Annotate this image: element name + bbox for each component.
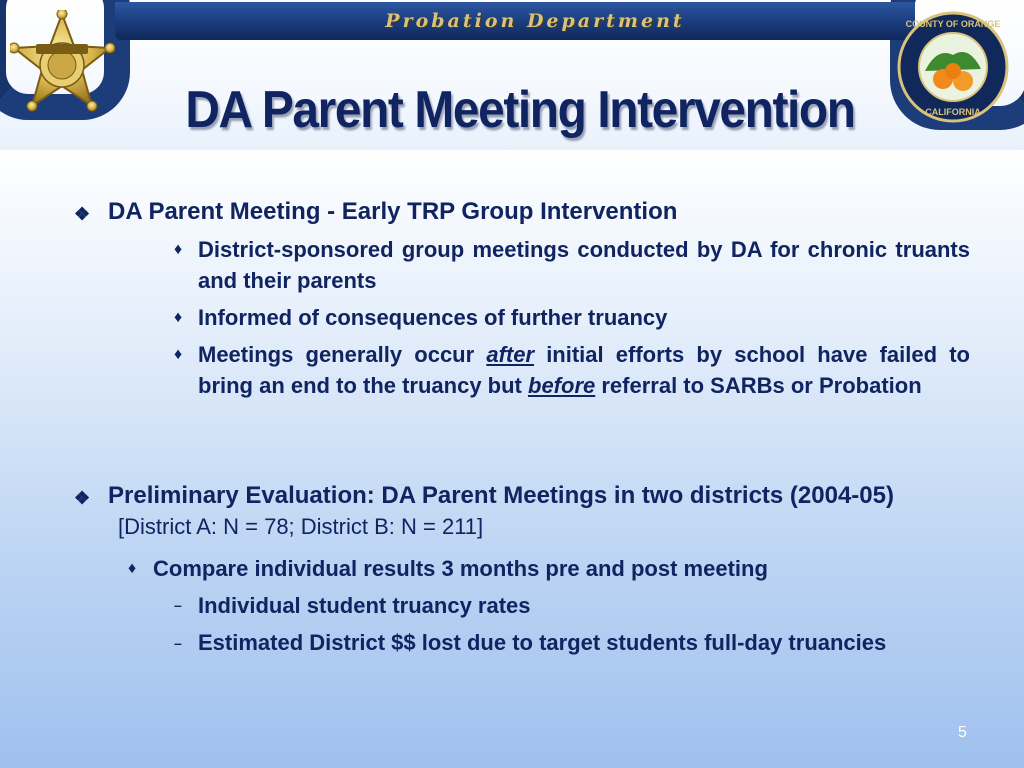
- section2-note: [District A: N = 78; District B: N = 211]: [118, 514, 484, 539]
- section2-subitem-2: Estimated District $$ lost due to target students full-day truancies: [198, 630, 887, 655]
- section2-heading: [108, 480, 938, 542]
- emphasis-after: after: [486, 342, 535, 367]
- slide-title: DA Parent Meeting Intervention: [185, 81, 855, 139]
- section2-sub: Compare individual results 3 months pre and post meeting: [153, 556, 768, 581]
- diamond-bullet-icon: ♦: [128, 560, 137, 577]
- page-number: 5: [958, 724, 967, 741]
- bullet3-text-2: initial efforts by school have failed to bring an end to the truancy but: [198, 342, 970, 398]
- emphasis-before: before: [528, 373, 596, 398]
- section1-heading: DA Parent Meeting - Early TRP Group Intervention: [108, 198, 678, 225]
- section1-bullet-2: Informed of consequences of further truancy: [198, 305, 668, 330]
- svg-text:CALIFORNIA: CALIFORNIA: [925, 107, 981, 117]
- bullet3-text-1: Meetings generally occur: [198, 342, 487, 367]
- diamond-bullet-icon: ♦: [174, 346, 183, 363]
- section2-subitem-1: Individual student truancy rates: [198, 593, 531, 618]
- dash-bullet-icon: –: [174, 597, 182, 613]
- section1-bullet-3: [198, 339, 970, 401]
- dash-bullet-icon: –: [174, 635, 182, 651]
- department-name: Probation Department: [385, 10, 685, 32]
- diamond-bullet-icon: ♦: [174, 309, 183, 326]
- section1-bullet-1: District-sponsored group meetings conducted by DA for chronic truants and their parents: [198, 237, 970, 293]
- section2-heading-text: Preliminary Evaluation: DA Parent Meetings in two districts (2004-05): [108, 482, 894, 509]
- svg-text:COUNTY OF ORANGE: COUNTY OF ORANGE: [905, 19, 1001, 29]
- clover-bullet-icon: ❖: [74, 488, 91, 508]
- clover-bullet-icon: ❖: [74, 204, 91, 224]
- bullet3-text-3: referral to SARBs or Probation: [595, 373, 922, 398]
- diamond-bullet-icon: ♦: [174, 241, 183, 258]
